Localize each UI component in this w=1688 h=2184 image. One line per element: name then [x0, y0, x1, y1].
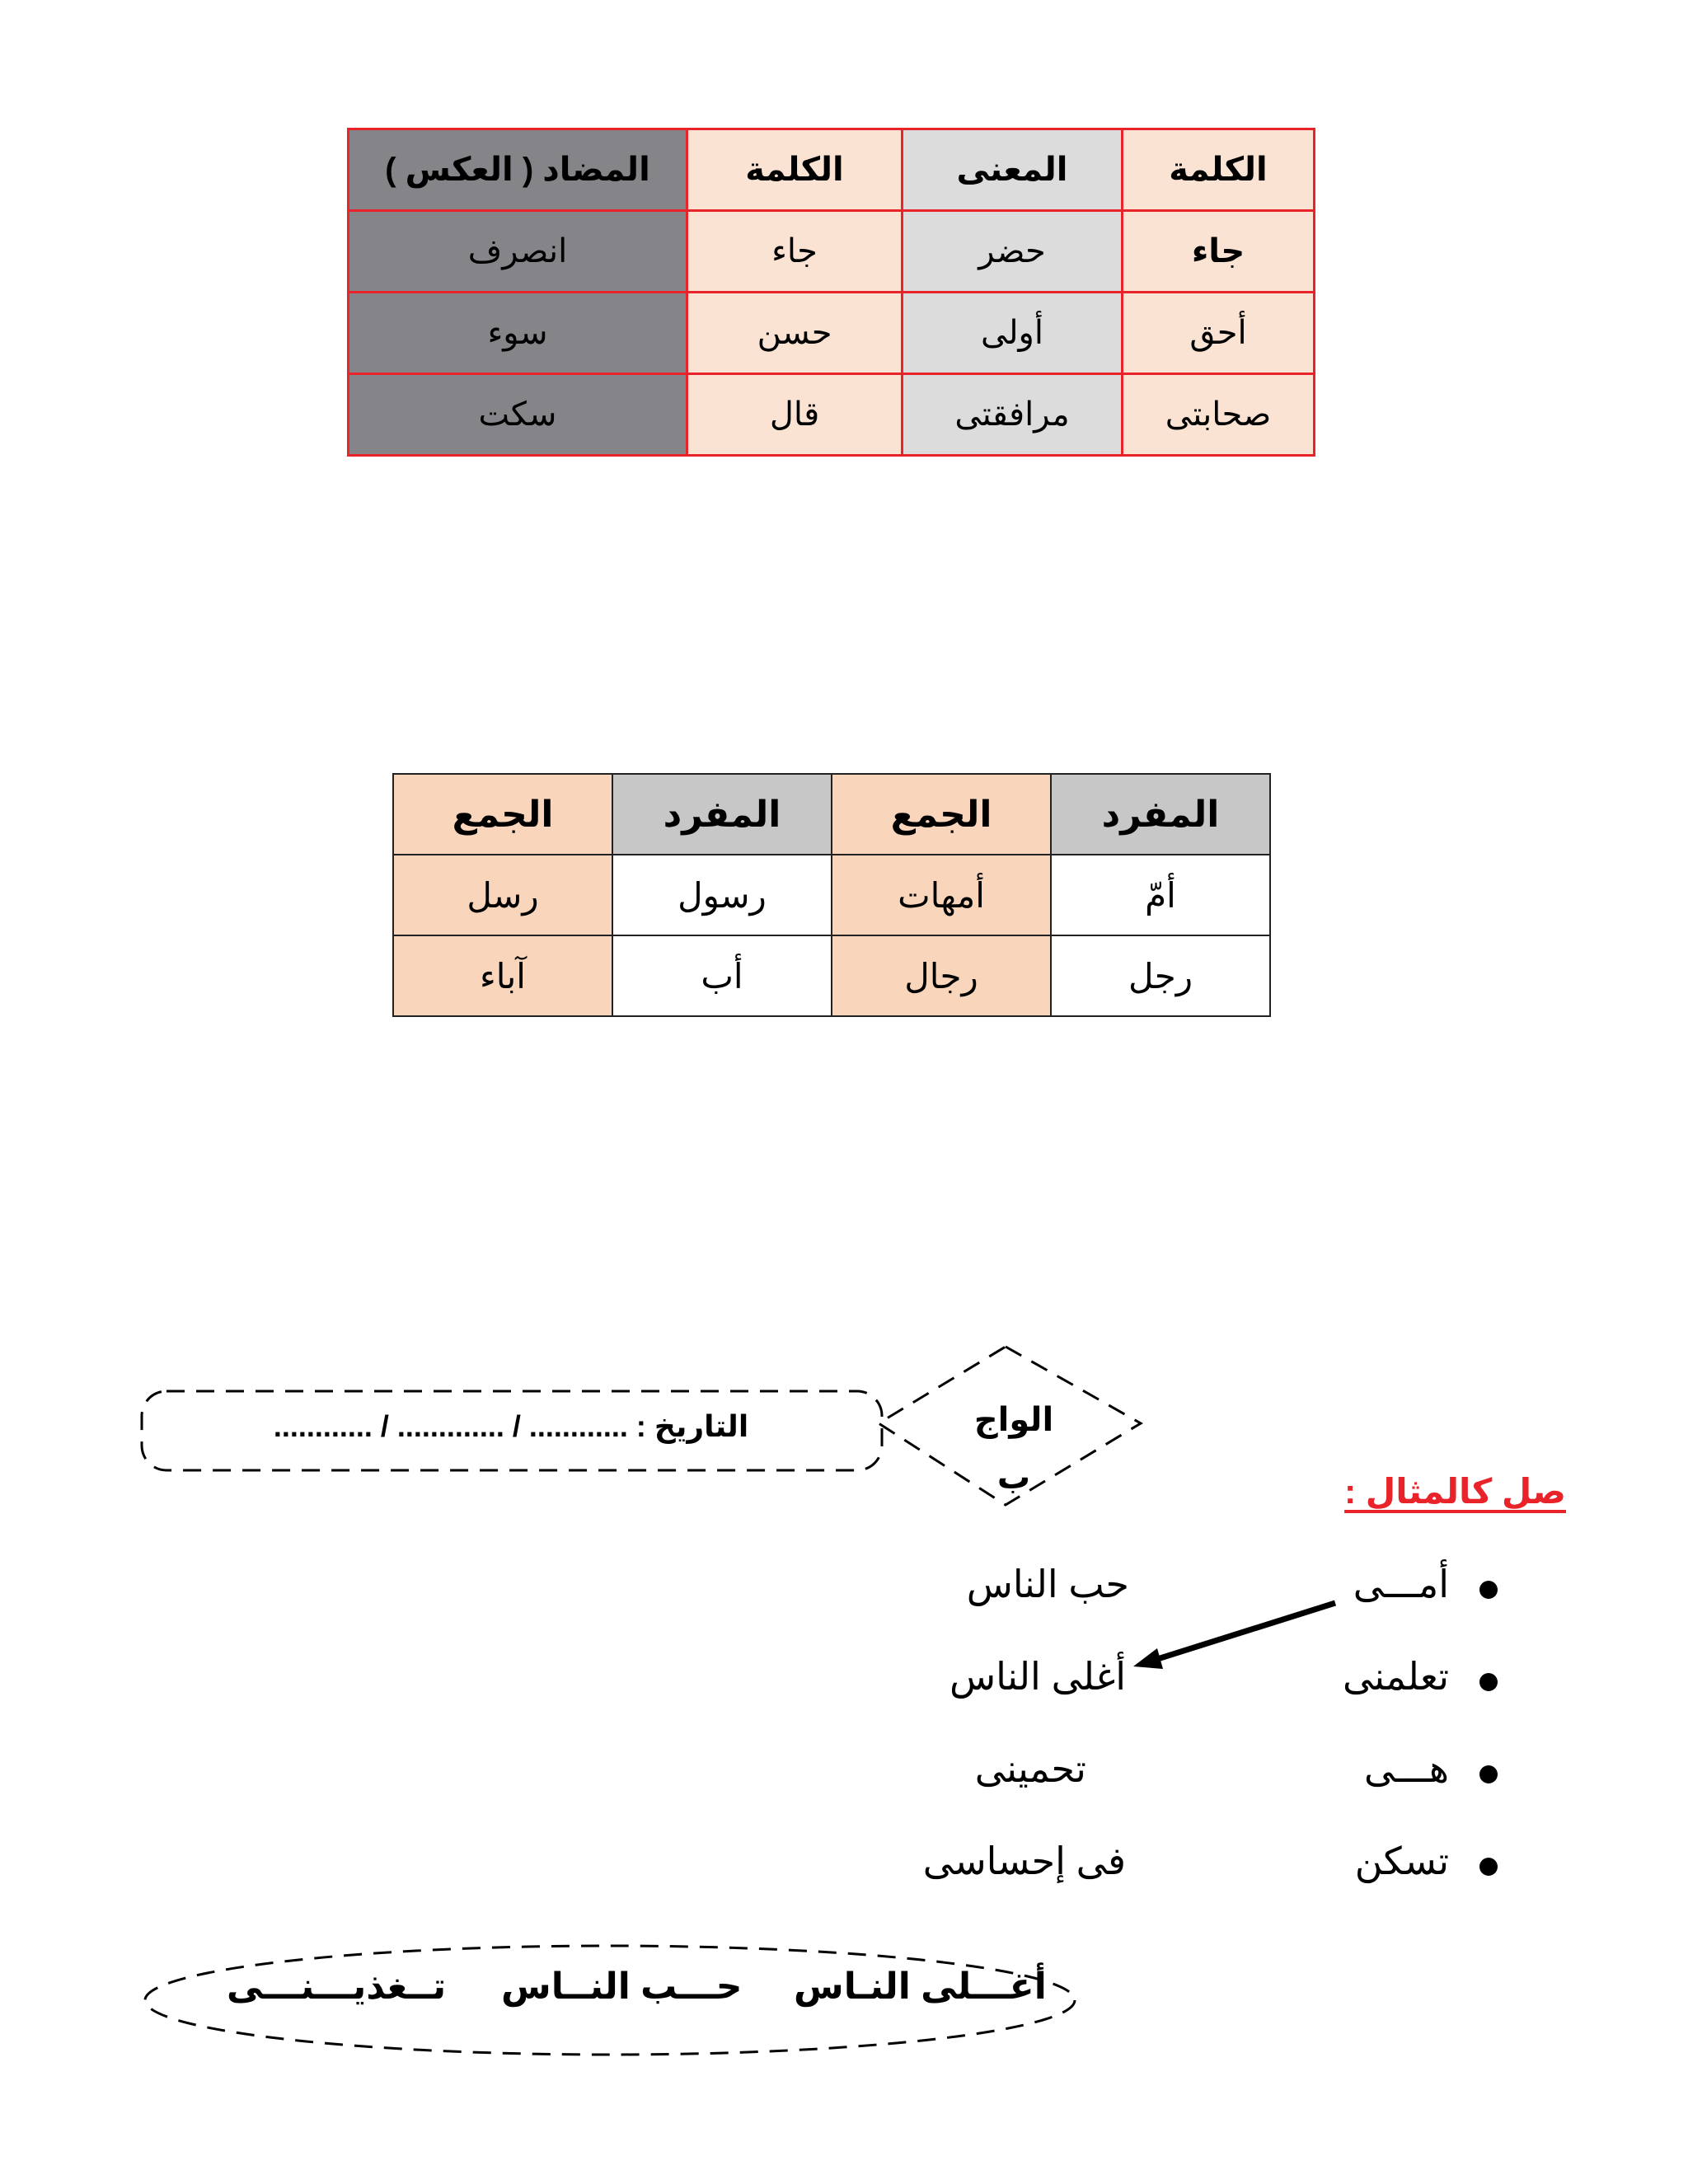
match-item-right: تعلمنى: [1342, 1655, 1449, 1698]
match-item-right: هـــى: [1363, 1747, 1449, 1790]
table-cell: جاء: [1123, 211, 1315, 293]
word-bank-item: تــغذيـــنـــى: [227, 1966, 447, 2007]
header-cell: الكلمة: [687, 129, 903, 211]
bullet-icon: [1479, 1858, 1498, 1876]
table-cell: حضر: [903, 211, 1123, 293]
table-cell: أحق: [1123, 293, 1315, 374]
homework-label: الواج: [973, 1402, 1054, 1438]
table-cell: حسن: [687, 293, 903, 374]
table-cell: سوء: [349, 293, 687, 374]
bullet-icon: [1479, 1673, 1498, 1691]
table-cell: أمهات: [832, 855, 1051, 935]
match-item-right: أمـــى: [1353, 1563, 1449, 1605]
table-cell: سكت: [349, 374, 687, 456]
header-cell: المفرد: [612, 774, 832, 855]
date-field: التاريخ : ............ / ............. / ............: [273, 1409, 749, 1443]
word-bank-item: حـــب النــاس: [501, 1966, 743, 2007]
header-cell: الكلمة: [1123, 129, 1315, 211]
example-arrow-line: [1152, 1603, 1335, 1661]
table-cell: انصرف: [349, 211, 687, 293]
match-item-left: حب الناس: [966, 1563, 1129, 1605]
table-cell: جاء: [687, 211, 903, 293]
header-cell: المفرد: [1051, 774, 1270, 855]
table-cell: مرافقتى: [903, 374, 1123, 456]
homework-label-continued: ب: [996, 1460, 1031, 1496]
match-item-left: أغلى الناس: [949, 1655, 1126, 1698]
match-item-left: فى إحساسى: [922, 1840, 1126, 1882]
table-cell: أب: [612, 935, 832, 1016]
example-arrowhead: [1133, 1648, 1163, 1669]
bullet-icon: [1479, 1581, 1498, 1599]
word-bank-item: أغـــلى النـاس: [794, 1966, 1047, 2007]
bullet-icon: [1479, 1765, 1498, 1783]
table-cell: رجال: [832, 935, 1051, 1016]
table-cell: صحابتى: [1123, 374, 1315, 456]
table-cell: أولى: [903, 293, 1123, 374]
table-cell: آباء: [393, 935, 612, 1016]
table-cell: أمّ: [1051, 855, 1270, 935]
exercise-instruction: صل كالمثال :: [1344, 1472, 1566, 1511]
header-cell: الجمع: [832, 774, 1051, 855]
header-cell: المعنى: [903, 129, 1123, 211]
match-item-right: تسكن: [1354, 1840, 1449, 1882]
header-cell: المضاد ( العكس ): [349, 129, 687, 211]
table-cell: قال: [687, 374, 903, 456]
match-item-left: تحمينى: [974, 1747, 1086, 1790]
table-cell: رجل: [1051, 935, 1270, 1016]
header-cell: الجمع: [393, 774, 612, 855]
table-cell: رسل: [393, 855, 612, 935]
table-cell: رسول: [612, 855, 832, 935]
